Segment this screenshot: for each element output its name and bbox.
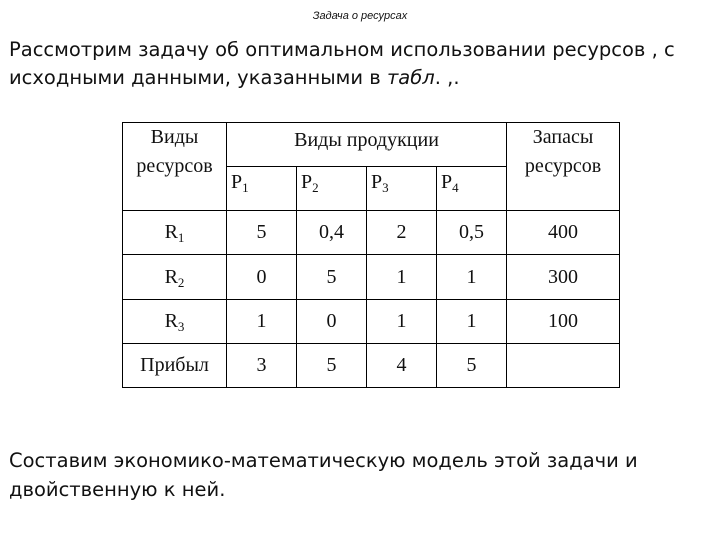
table-cell: 0,4 xyxy=(297,211,367,255)
product-p1-header: $P_1$ xyxy=(227,167,297,211)
stock-cell: 300 xyxy=(507,255,620,299)
table-cell: 1 xyxy=(367,299,437,343)
resource-r2-label: $R_2$ xyxy=(123,255,227,299)
table-cell: 5 xyxy=(297,343,367,387)
product-p3-header: $P_3$ xyxy=(367,167,437,211)
outro-paragraph: Составим экономико-математическую модель этой задачи и двойственную к ней. xyxy=(9,449,638,501)
resource-stock-header-line2: ресурсов xyxy=(524,155,602,177)
intro-paragraph xyxy=(9,36,709,92)
product-type-header: Виды продукции xyxy=(227,123,507,167)
profit-label: Прибыл xyxy=(123,343,227,387)
table-cell: 0,5 xyxy=(437,211,507,255)
table-cell: 5 xyxy=(297,255,367,299)
table-cell: 5 xyxy=(227,211,297,255)
resource-r3-label: $R_3$ xyxy=(123,299,227,343)
table-cell: 1 xyxy=(227,299,297,343)
table-cell: 1 xyxy=(437,255,507,299)
stock-cell: 100 xyxy=(507,299,620,343)
slide-header: Задача о ресурсах xyxy=(312,10,408,22)
intro-table-ref: табл xyxy=(386,66,435,89)
stock-cell: 400 xyxy=(507,211,620,255)
table-row-r3 xyxy=(123,299,620,343)
table-cell: 0 xyxy=(297,299,367,343)
intro-text-end: . ,. xyxy=(434,66,460,89)
resource-type-header-line1: Виды xyxy=(150,126,199,148)
product-p4-header: $P_4$ xyxy=(437,167,507,211)
table-row-r1 xyxy=(123,211,620,255)
table-cell: 5 xyxy=(437,343,507,387)
resource-stock-header xyxy=(507,123,620,211)
product-p2-header: $P_2$ xyxy=(297,167,367,211)
table-cell: 1 xyxy=(367,255,437,299)
table-row-profit xyxy=(123,343,620,387)
table-cell: 2 xyxy=(367,211,437,255)
table-cell: 3 xyxy=(227,343,297,387)
table-row-r2 xyxy=(123,255,620,299)
stock-cell-empty xyxy=(507,343,620,387)
resource-type-header xyxy=(123,123,227,211)
resource-type-header-line2: ресурсов xyxy=(136,155,213,177)
intro-text: Рассмотрим задачу об оптимальном использовании ресурсов , с исходными данными, указанными в xyxy=(9,38,675,89)
table-cell: 4 xyxy=(367,343,437,387)
resource-stock-header-line1: Запасы xyxy=(532,126,594,148)
table-cell: 0 xyxy=(227,255,297,299)
table-cell: 1 xyxy=(437,299,507,343)
resource-table xyxy=(122,122,620,388)
resource-r1-label: $R_1$ xyxy=(123,211,227,255)
